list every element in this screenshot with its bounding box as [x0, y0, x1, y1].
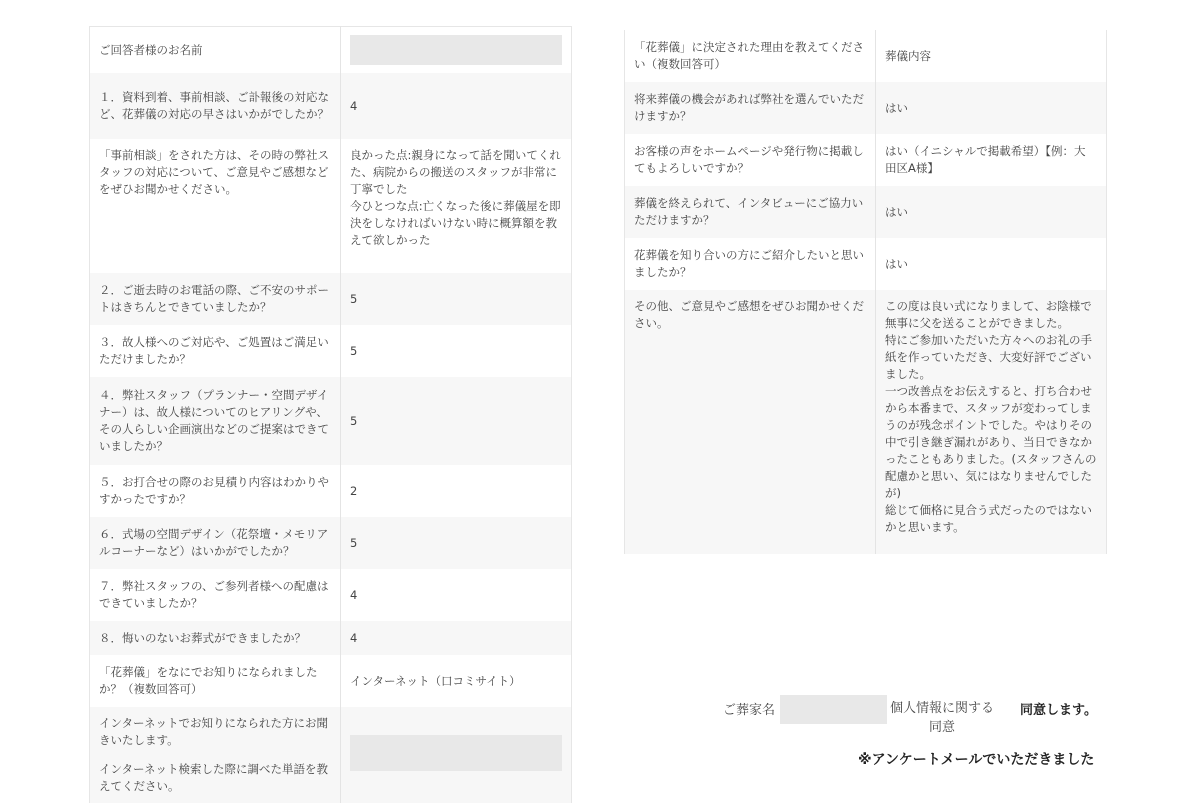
survey-row [90, 655, 572, 707]
question-cell: 「花葬儀」に決定された理由を教えてください（複数回答可） [625, 30, 876, 82]
survey-row [625, 134, 1107, 186]
survey-row [90, 377, 572, 465]
survey-row [625, 290, 1107, 554]
answer-blank-field [350, 35, 562, 65]
survey-row [90, 517, 572, 569]
answer-cell: はい（イニシャルで掲載希望）【例：大田区A様】 [876, 134, 1107, 186]
question-cell: お客様の声をホームページや発行物に掲載してもよろしいですか？ [625, 134, 876, 186]
survey-row [90, 569, 572, 621]
question-cell: １．資料到着、事前相談、ご訃報後の対応など、花葬儀の対応の早さはいかがでしたか？ [90, 73, 341, 139]
answer-cell: 5 [341, 273, 572, 325]
privacy-consent-label: 個人情報に関する同意 [889, 701, 994, 735]
survey-row [90, 139, 572, 273]
survey-row [90, 73, 572, 139]
survey-row [625, 186, 1107, 238]
survey-table-left [89, 26, 572, 803]
survey-row [90, 273, 572, 325]
funeral-name-field[interactable] [780, 695, 887, 724]
question-cell: 「花葬儀」をなにでお知りになられましたか？（複数回答可） [90, 655, 341, 707]
survey-row [90, 621, 572, 655]
survey-table-right [624, 30, 1107, 554]
question-cell [90, 707, 341, 803]
question-cell: ３．故人様へのご対応や、ご処置はご満足いただけましたか？ [90, 325, 341, 377]
answer-blank-field [350, 735, 562, 771]
survey-row [625, 82, 1107, 134]
question-cell: ５．お打合せの際のお見積り内容はわかりやすかったですか？ [90, 465, 341, 517]
answer-cell: はい [876, 82, 1107, 134]
answer-cell: この度は良い式になりまして、お陰様で無事に父を送ることができました。 特にご参加いただいた方々へのお礼の手紙を作っていただき、大変好評でございました。 一つ改善点をお伝えすると、打ち合わせから本番まで、スタッフが変わってしまうのが残念ポイントでした。やはりその中で引き継ぎ漏れがあり、当日できなかったこともありました。(スタッフさんの配慮かと思い、気にはなりませんでしたが) 総じて価格に見合う式だったのではないかと思います。 [876, 290, 1107, 554]
answer-cell: 5 [341, 517, 572, 569]
question-cell: 将来葬儀の機会があれば弊社を選んでいただけますか？ [625, 82, 876, 134]
question-cell: ２．ご逝去時のお電話の際、ご不安のサポートはきちんとできていましたか？ [90, 273, 341, 325]
survey-row [90, 465, 572, 517]
question-text: インターネットでお知りになられた方にお聞きいたします。 [99, 716, 328, 747]
answer-cell [341, 27, 572, 74]
answer-cell: 4 [341, 73, 572, 139]
answer-cell: 良かった点:親身になって話を聞いてくれた、病院からの搬送のスタッフが非常に丁寧でした 今ひとつな点:亡くなった後に葬儀屋を即決をしなければいけない時に概算額を教えて欲しかった [341, 139, 572, 273]
privacy-consent-value: 同意します。 [1020, 703, 1097, 718]
answer-cell: 葬儀内容 [876, 30, 1107, 82]
source-note: ※アンケートメールでいただきました [858, 752, 1095, 768]
question-cell: 「事前相談」をされた方は、その時の弊社スタッフの対応について、ご意見やご感想などをぜひお聞かせください。 [90, 139, 341, 273]
survey-row [625, 30, 1107, 82]
survey-row [90, 325, 572, 377]
answer-cell: 4 [341, 621, 572, 655]
question-cell: 葬儀を終えられて、インタビューにご協力いただけますか？ [625, 186, 876, 238]
survey-row [625, 238, 1107, 290]
answer-cell: 5 [341, 325, 572, 377]
question-cell: ６．式場の空間デザイン（花祭壇・メモリアルコーナーなど）はいかがでしたか？ [90, 517, 341, 569]
survey-row [90, 707, 572, 803]
answer-cell: 4 [341, 569, 572, 621]
question-cell: ８．悔いのないお葬式ができましたか？ [90, 621, 341, 655]
question-cell: ７．弊社スタッフの、ご参列者様への配慮はできていましたか？ [90, 569, 341, 621]
question-text: インターネット検索した際に調べた単語を教えてください。 [99, 762, 328, 793]
answer-cell: はい [876, 186, 1107, 238]
answer-cell: はい [876, 238, 1107, 290]
answer-cell: インターネット（口コミサイト） [341, 655, 572, 707]
answer-cell: 2 [341, 465, 572, 517]
survey-row [90, 27, 572, 74]
question-cell: その他、ご意見やご感想をぜひお聞かせください。 [625, 290, 876, 554]
question-cell: 花葬儀を知り合いの方にご紹介したいと思いましたか？ [625, 238, 876, 290]
answer-cell [341, 707, 572, 803]
question-cell: ご回答者様のお名前 [90, 27, 341, 74]
question-cell: ４．弊社スタッフ（プランナー・空間デザイナー）は、故人様についてのヒアリングや、その人らしい企画演出などのご提案はできていましたか？ [90, 377, 341, 465]
answer-cell: 5 [341, 377, 572, 465]
funeral-name-label: ご葬家名 [723, 703, 776, 718]
